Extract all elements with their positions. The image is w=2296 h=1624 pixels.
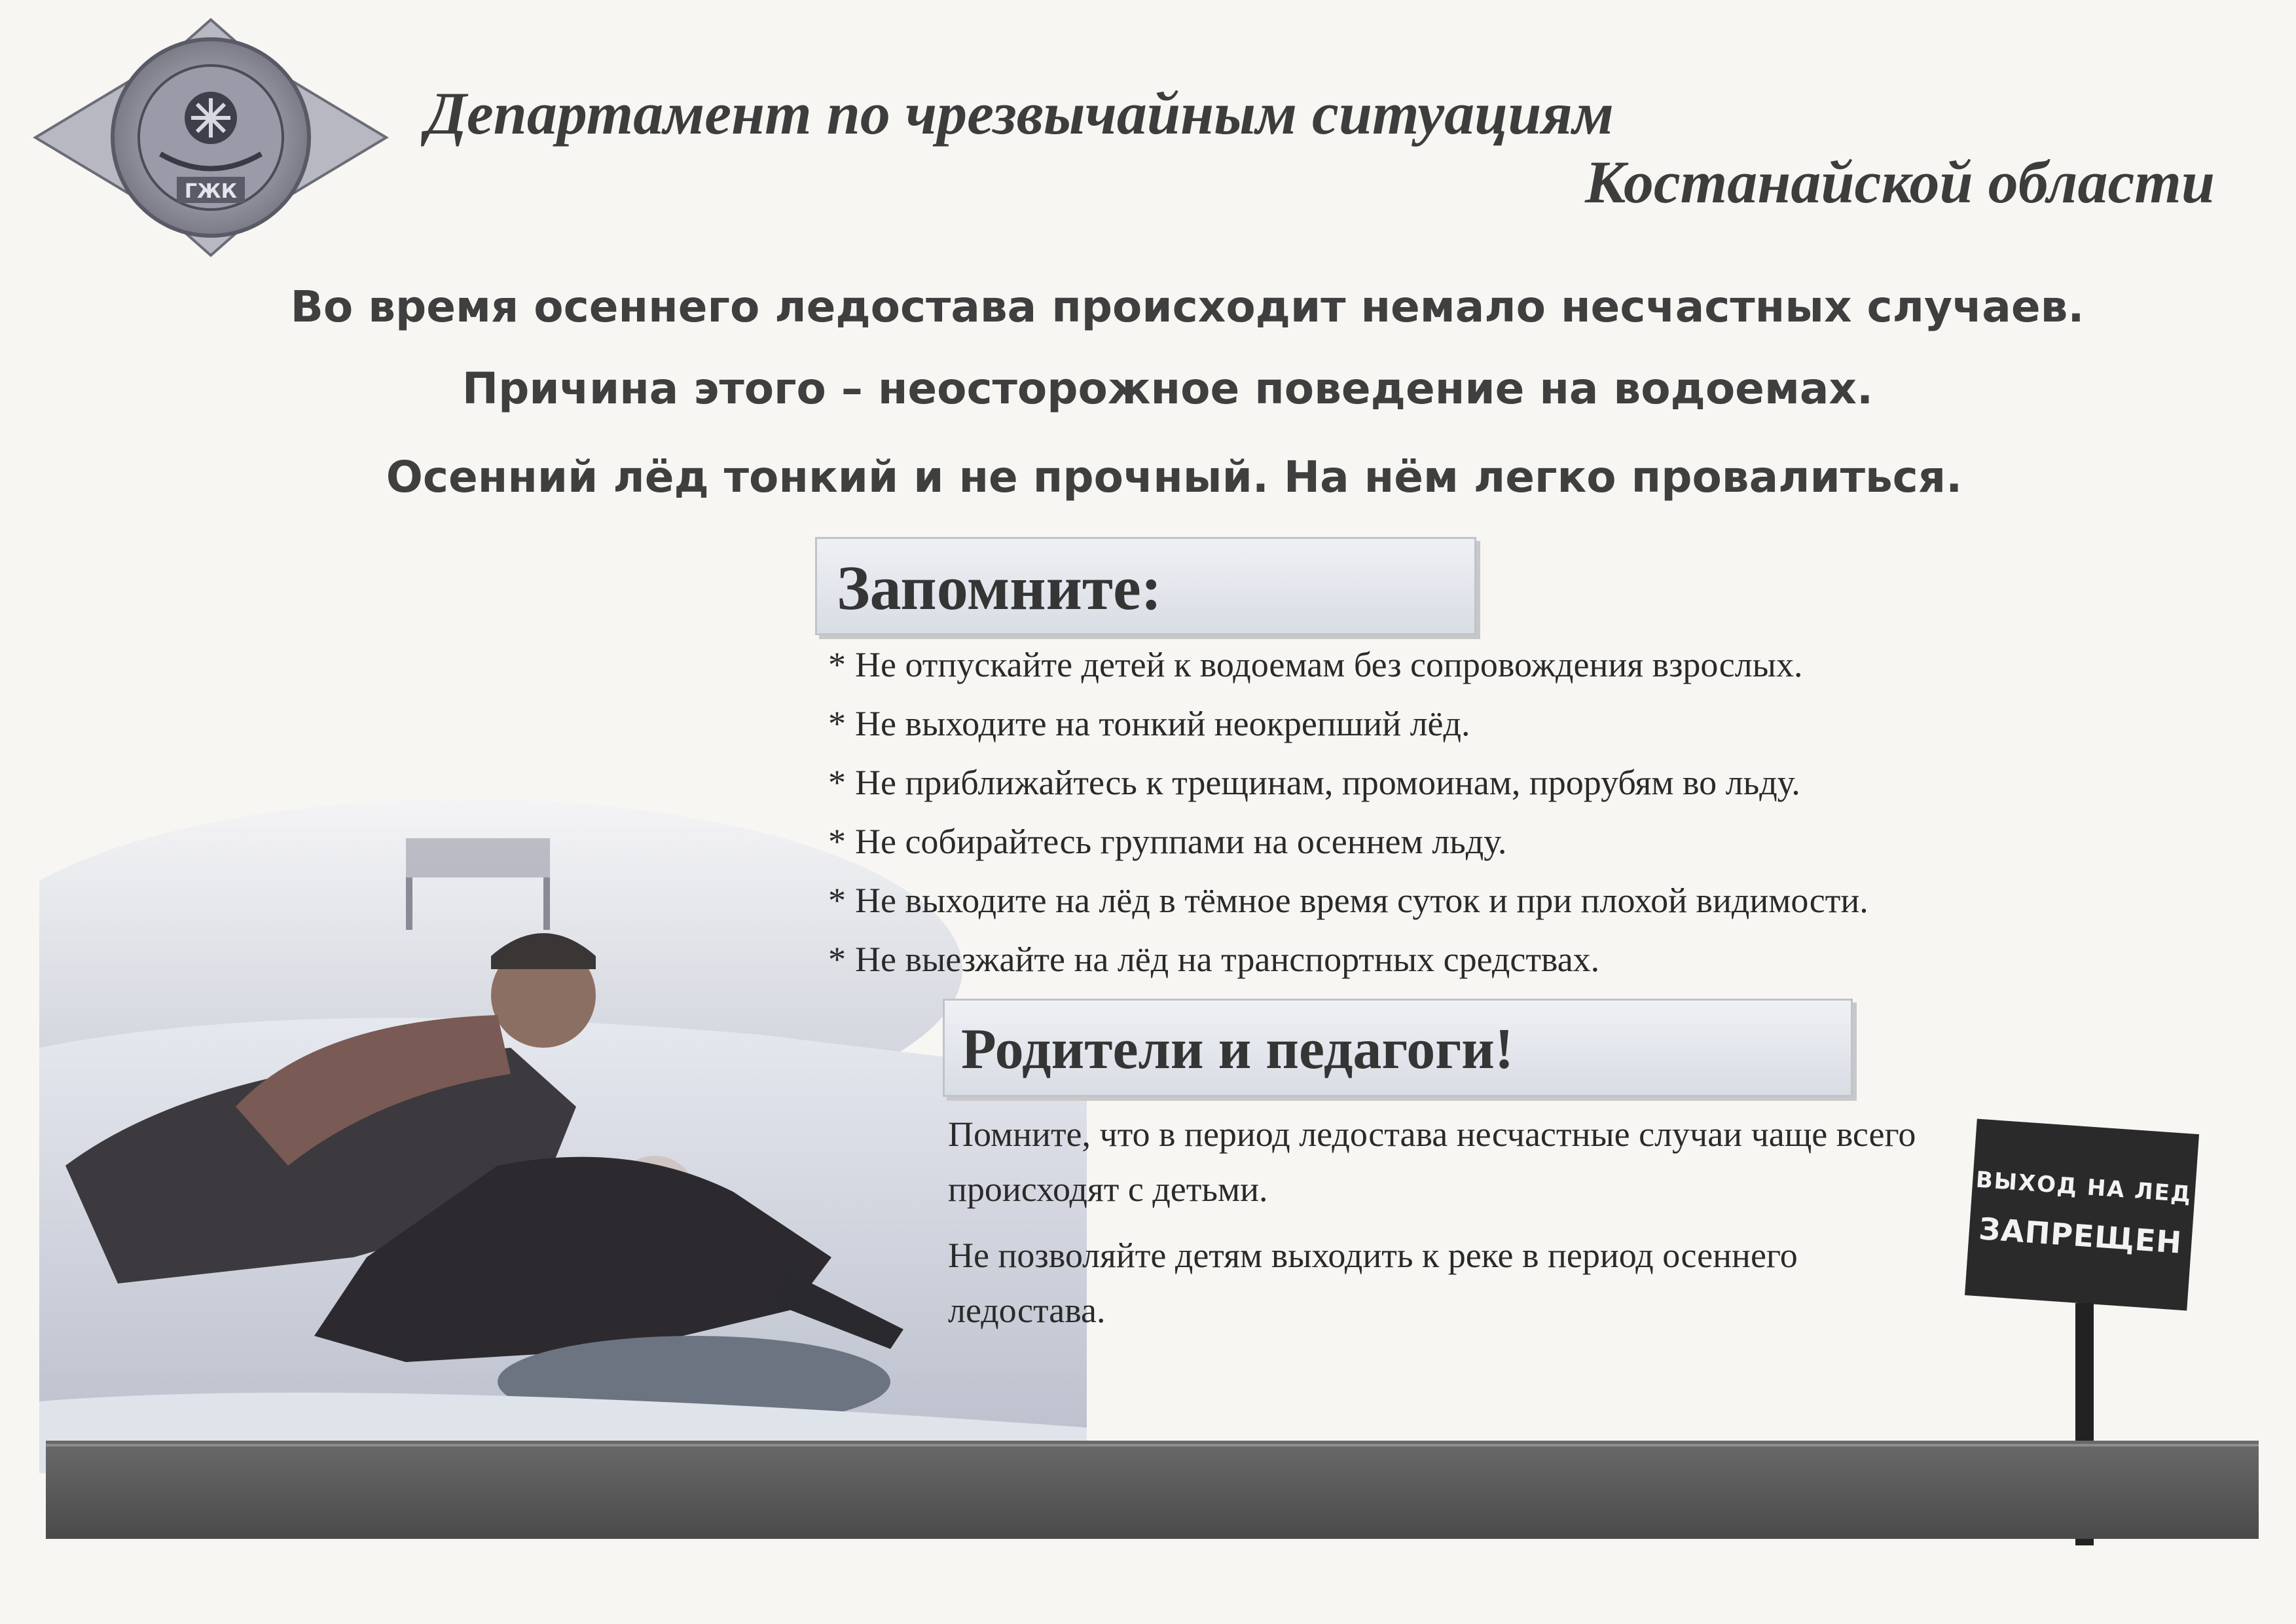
headline-1: Во время осеннего ледостава происходит немало несчастных случаев. [290, 282, 2085, 332]
list-item: * Не отпускайте детей к водоемам без сопровождения взрослых. [828, 645, 1803, 684]
footer-bar [46, 1441, 2259, 1539]
parents-heading: Родители и педагоги! [943, 999, 1853, 1097]
list-item: * Не выходите на лёд в тёмное время суток и при плохой видимости. [828, 881, 1868, 920]
list-item: * Не собирайтесь группами на осеннем льду. [828, 822, 1507, 861]
parents-note-1: Помните, что в период ледостава несчастные случаи чаще всего происходят с детьми. [948, 1115, 1916, 1209]
sign-main-text: ЗАПРЕЩЕН [1977, 1211, 2183, 1261]
list-item: * Не выходите на тонкий неокрепший лёд. [828, 704, 1470, 743]
list-item: * Не приближайтесь к трещинам, промоинам, прорубям во льду. [828, 763, 1800, 802]
headline-3: Осенний лёд тонкий и не прочный. На нём легко провалиться. [386, 452, 1963, 502]
safety-rules-list [828, 635, 1868, 989]
sign-board [1965, 1118, 2199, 1310]
department-title-line2: Костанайской области [1584, 149, 2215, 215]
svg-text:ГЖК: ГЖК [184, 180, 238, 203]
headline-2: Причина этого – неосторожное поведение на водоемах. [462, 363, 1874, 414]
parents-note-2: Не позволяйте детям выходить к реке в период осеннего ледостава. [948, 1236, 1798, 1330]
remember-heading: Запомните: [815, 537, 1476, 635]
department-title-line1: Департамент по чрезвычайным ситуациям [426, 80, 1614, 147]
emergency-committee-emblem-icon [20, 13, 403, 262]
footer-divider [46, 1444, 2259, 1447]
sign-top-text: ВЫХОД НА ЛЕД [1975, 1166, 2193, 1208]
list-item: * Не выезжайте на лёд на транспортных средствах. [828, 940, 1600, 979]
